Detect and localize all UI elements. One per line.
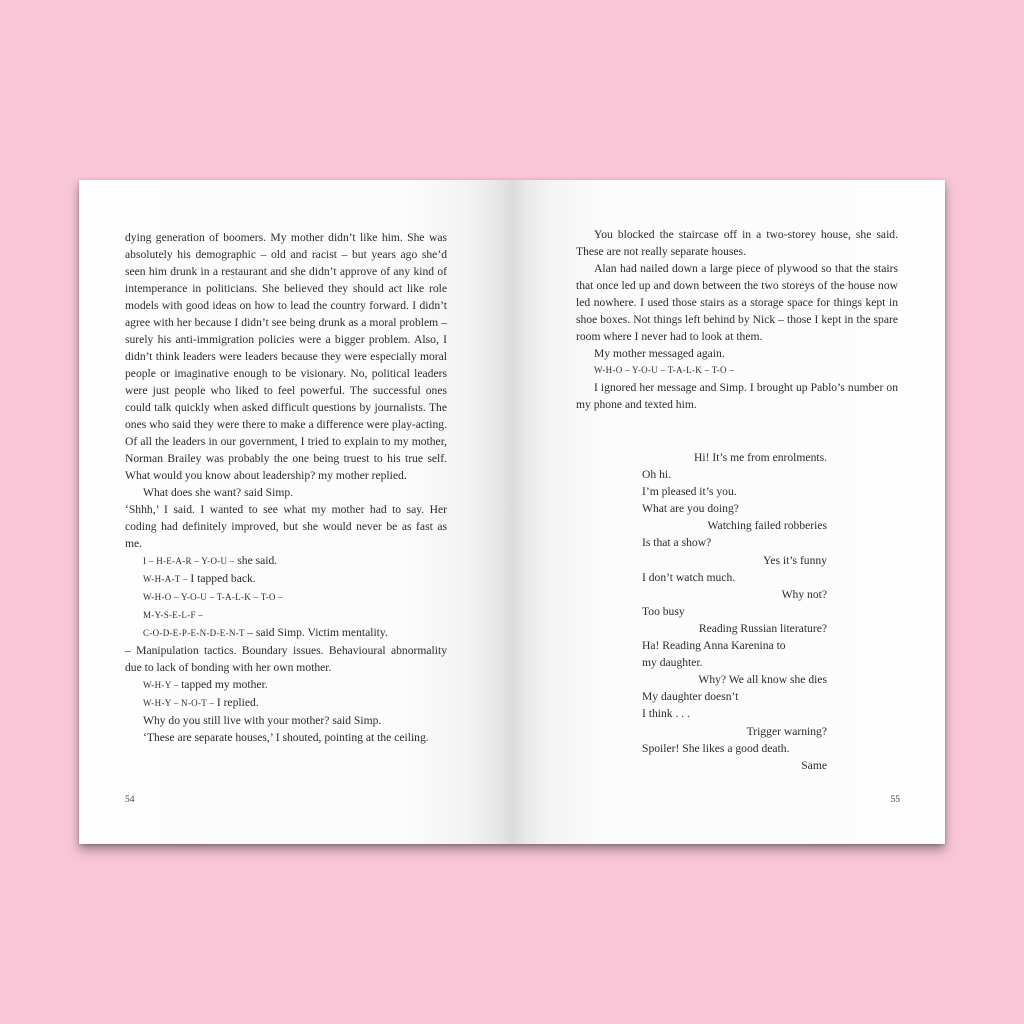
sent-message: Reading Russian literature? <box>698 621 827 635</box>
received-message: my daughter. <box>642 656 703 670</box>
code-rest: she said. <box>237 554 278 567</box>
received-message: I don’t watch much. <box>642 570 736 584</box>
left-page <box>79 180 512 844</box>
code-line <box>125 570 447 588</box>
paragraph: My mother messaged again. <box>594 347 725 360</box>
sent-message: Watching failed robberies <box>707 519 827 533</box>
code-line <box>125 588 447 606</box>
sent-message: Yes it’s funny <box>763 553 827 567</box>
paragraph: Alan had nailed down a large piece of plywood so that the stairs that once led up and down between the two storeys of the house now led nowhere. I used those stairs as a storage space for things kept in shoe boxes. Not things left behind by Nick – those I kept in the spare room where I never had to look at them. <box>576 262 898 343</box>
code-caps: W-H-Y – <box>143 680 179 690</box>
right-page <box>512 180 945 844</box>
received-message: Oh hi. <box>642 468 671 482</box>
received-message: Ha! Reading Anna Karenina to <box>642 639 786 653</box>
received-message: My daughter doesn’t <box>642 690 739 704</box>
code-line <box>125 552 447 570</box>
code-caps: C-O-D-E-P-E-N-D-E-N-T <box>143 628 245 638</box>
paragraph <box>125 501 447 552</box>
left-page-text <box>125 229 447 746</box>
code-line <box>125 676 447 694</box>
code-rest: I replied. <box>216 696 259 709</box>
paragraph: Why do you still live with your mother? said Simp. <box>143 714 382 727</box>
paragraph: ‘These are separate houses,’ I shouted, pointing at the ceiling. <box>143 731 429 744</box>
code-caps: I – H-E-A-R – Y-O-U – <box>143 556 235 566</box>
page-number: 54 <box>125 795 135 805</box>
sent-message: Why not? <box>781 587 827 601</box>
code-caps: M-Y-S-E-L-F – <box>143 610 204 620</box>
book-spread <box>79 180 945 844</box>
paragraph-text: ‘Shhh,’ I said. I wanted to see what my mother had to say. Her coding had definitely improved, but she would never be as fast as me. <box>125 503 447 550</box>
paragraph: I ignored her message and Simp. I brought up Pablo’s number on my phone and texted him. <box>576 381 898 411</box>
received-message: Spoiler! She likes a good death. <box>642 741 790 755</box>
sent-message: Trigger warning? <box>746 724 827 738</box>
right-page-text <box>576 226 898 413</box>
code-rest: I tapped back. <box>190 572 256 585</box>
code-caps: W-H-Y – N-O-T – <box>143 698 215 708</box>
received-message: Is that a show? <box>642 536 712 550</box>
page-number: 55 <box>890 795 900 805</box>
code-line <box>125 606 447 624</box>
code-line: W-H-O – Y-O-U – T-A-L-K – T-O – <box>594 365 735 375</box>
received-message: What are you doing? <box>642 502 739 516</box>
sent-message: Why? We all know she dies <box>698 673 827 687</box>
code-rest: – said Simp. Victim mentality. <box>247 626 388 639</box>
text-message-thread <box>642 449 827 774</box>
code-caps: W-H-A-T – <box>143 574 188 584</box>
sent-message: Hi! It’s me from enrolments. <box>694 451 827 464</box>
paragraph: dying generation of boomers. My mother didn’t like him. She was absolutely his demographic – old and racist – but years ago she’d seen him drunk in a restaurant and she didn’t approve of any kind of intemperance in politicians. She believed they should act like role models with good ideas on how to lead the country forward. I didn’t agree with her because I didn’t see being drunk as a moral problem – surely his anti-immigration policies were a bigger problem. Also, I didn’t think leaders were leaders because they were especially moral people or imaginative enough to be visionary. No, political leaders were just people who liked to feel powerful. The successful ones could talk quickly when asked difficult questions by journalists. The ones who said they were there to make a difference were play-acting. Of all the leaders in our government, I tried to explain to my mother, Norman Brailey was probably the one being truest to his true self. What would you know about leadership? my mother replied. <box>125 231 447 482</box>
received-message: Too busy <box>642 604 685 618</box>
code-caps: W-H-O – Y-O-U – T-A-L-K – T-O – <box>143 592 284 602</box>
codependent-paragraph <box>125 624 447 642</box>
sent-message: Same <box>801 758 827 772</box>
paragraph: You blocked the staircase off in a two-storey house, she said. These are not really separate houses. <box>576 228 898 258</box>
paragraph: What does she want? said Simp. <box>143 486 294 499</box>
received-message: I’m pleased it’s you. <box>642 485 737 499</box>
paragraph: – Manipulation tactics. Boundary issues. Behavioural abnormality due to lack of bonding with her own mother. <box>125 644 447 674</box>
code-rest: tapped my mother. <box>181 678 268 691</box>
code-line <box>125 694 447 712</box>
received-message: I think . . . <box>642 707 690 721</box>
